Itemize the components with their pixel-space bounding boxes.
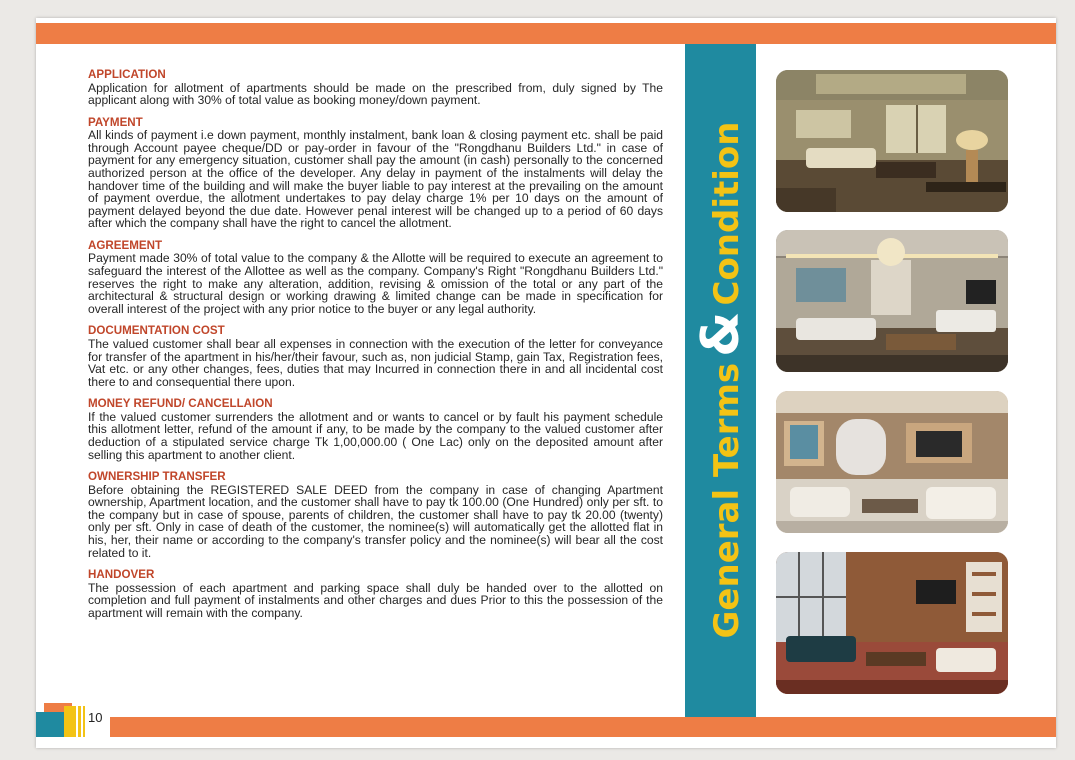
section-body: Payment made 30% of total value to the company & the Allotte will be required to execute an agreement to safeguard the interest of the Allottee as well as the company. Company's Right "Rongdhanu Builders Ltd." reserves the right to make any alteration, addition, revising & omission of the total or any part of the architectural & structural design or working drawing & limited change can be made in specification for overall interest of the project with any prior notice to the buyer or any legal authority.: [88, 251, 663, 316]
section-agreement: [88, 239, 663, 315]
section-heading: MONEY REFUND/ CANCELLAION: [88, 397, 273, 411]
section-body: The valued customer shall bear all expenses in connection with the execution of the letter for conveyance for transfer of the apartment in his/her/their favour, such as, non judicial Stamp, gain Tax, Registration fees, Vat etc. or any other changes, fees, duties that may Incurred in connection there in and all incidental cost there to and consequential there upon.: [88, 336, 663, 389]
section-ownership-transfer: [88, 470, 663, 559]
section-heading: OWNERSHIP TRANSFER: [88, 470, 226, 484]
classic-living-room-photo: [776, 70, 1008, 212]
corner-block-yellow: [64, 706, 76, 737]
sidebar-title: [691, 122, 751, 639]
section-heading: PAYMENT: [88, 115, 143, 129]
section-body: The possession of each apartment and parking space shall duly be handed over to the allotted on completion and full payment of instalments and other charges and dues Prior to this the possession of the apartment will remain with the company.: [88, 580, 663, 620]
title-word-general-terms: General Terms: [707, 362, 747, 639]
high-rise-lounge-red-accent-photo: [776, 552, 1008, 694]
corner-block-stripe-1: [78, 706, 81, 737]
title-ampersand: &: [691, 311, 751, 357]
section-payment: [88, 116, 663, 230]
corner-block-stripe-2: [83, 706, 85, 737]
white-living-room-chandelier-photo: [776, 230, 1008, 372]
corner-block-teal: [36, 712, 64, 737]
section-heading: HANDOVER: [88, 568, 155, 582]
section-handover: [88, 568, 663, 619]
bottom-orange-bar: [110, 717, 1056, 737]
section-money-refund: [88, 397, 663, 461]
section-body: Before obtaining the REGISTERED SALE DEED from the company in case of changing Apartment ownership, Apartment location, and the customer shall have to pay tk 100.00 (One Hundred) only per sft. to the company but in case of spouse, parents of children, the customer shall have to pay tk 20.00 (twenty) only per sft. Only in case of death of the customer, the nominee(s) will automatically get the allotted flat in his, her, their name or according to the company's transfer policy and the nominee(s) will bear all the cost related to it.: [88, 482, 663, 560]
section-heading: AGREEMENT: [88, 238, 163, 252]
title-word-condition: Condition: [707, 121, 747, 306]
section-documentation-cost: [88, 324, 663, 388]
section-heading: DOCUMENTATION COST: [88, 324, 225, 338]
page-number: 10: [88, 710, 103, 725]
section-application: [88, 68, 663, 107]
section-heading: APPLICATION: [88, 68, 166, 81]
section-body: If the valued customer surrenders the allotment and or wants to cancel or by fault his payment schedule this allotment letter, refund of the amount if any, to be made by the company to the valued customer after deduction of a stipulated service charge Tk 1,00,000.00 ( One Lac) only on the deposited amount after selling this apartment to another client.: [88, 409, 663, 462]
section-body: All kinds of payment i.e down payment, monthly instalment, bank loan & closing payment etc. shall be paid through Account payee cheque/DD or pay-order in favour of the "Rongdhanu Builders Ltd." in case of payment for any emergency situation, customer shall pay the amount (in cash) personally to the concerned authorized person at the office of the developer. Any delay in payment of the instalments will delay the handover time of the building and will make the buyer liable to pay interest at the prevailing on the amount of payment overdue, the allotment undertakes to pay delay charge 1% per 10 days on the amount of payment delayed beyond the due date. However penal interest will be changed up to a period of 60 days after which the company shall have the right to cancel the allotment.: [88, 128, 663, 231]
terms-content: [88, 68, 663, 629]
section-body: Application for allotment of apartments should be made on the prescribed from, duly signed by The applicant along with 30% of total value as booking money/down payment.: [88, 80, 663, 108]
top-orange-bar: [36, 23, 1056, 44]
wood-panel-tv-lounge-photo: [776, 391, 1008, 533]
